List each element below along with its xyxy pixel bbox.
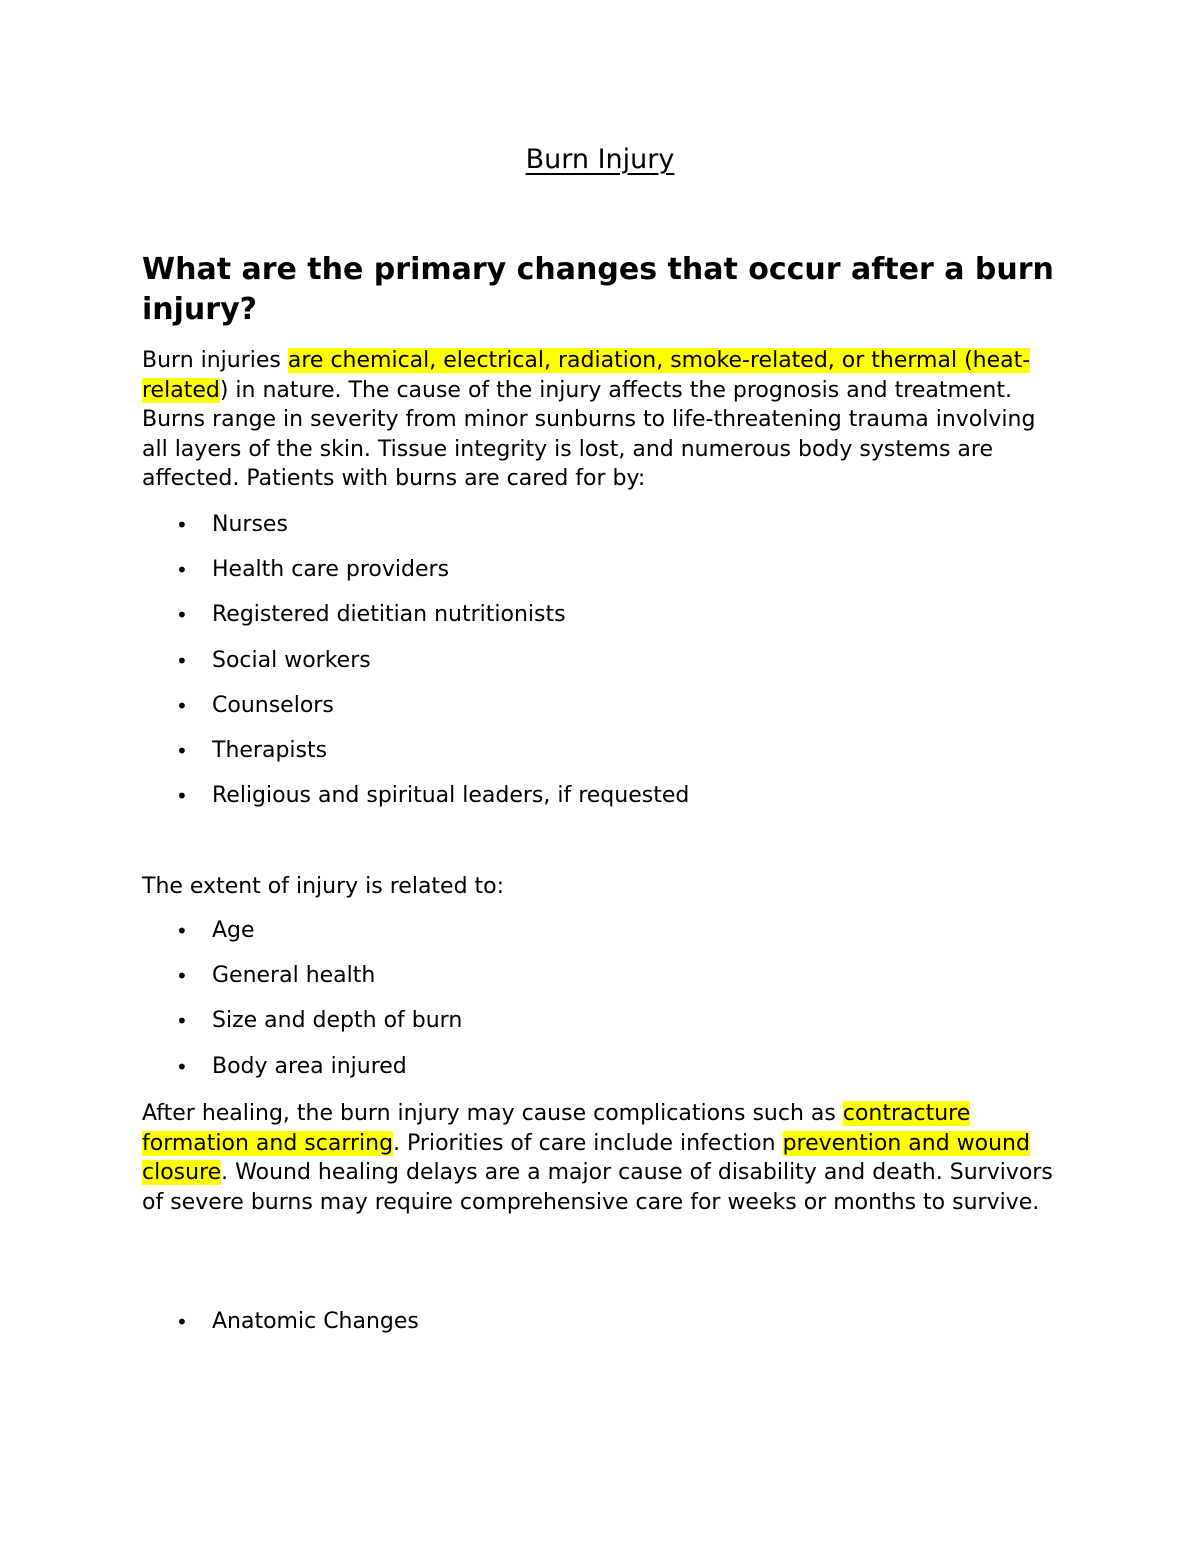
complications-highlight-2: prevention and wound closure	[142, 1130, 1030, 1185]
bullet-icon: •	[176, 1310, 188, 1334]
bullet-icon: •	[176, 693, 188, 718]
list-item	[142, 1307, 419, 1352]
intro-paragraph	[142, 346, 1057, 494]
bullet-icon: •	[176, 964, 188, 989]
bullet-icon: •	[176, 648, 188, 673]
list-item	[142, 916, 462, 961]
complications-paragraph	[142, 1099, 1057, 1217]
list-item	[142, 1006, 462, 1051]
bullet-icon: •	[176, 513, 188, 537]
complications-text-2: . Priorities of care include infection	[393, 1130, 783, 1156]
bullet-icon: •	[176, 738, 188, 763]
intro-text-2: ) in nature. The cause of the injury affects the prognosis and treatment. Burns range in severity from minor sunburns to life-threatening trauma involving all layers of the skin. Tissue integrity is lost, and numerous body systems are affected. Patients with burns are cared for by:	[142, 377, 1036, 491]
list-item-text: General health	[212, 963, 376, 989]
list-item-text: Size and depth of burn	[212, 1008, 463, 1034]
list-item-text: Health care providers	[212, 557, 450, 583]
list-item	[142, 781, 689, 826]
list-item	[142, 510, 689, 555]
list-item	[142, 1052, 462, 1097]
list-item-text: Religious and spiritual leaders, if requested	[212, 783, 690, 809]
list-item-text: Social workers	[212, 647, 371, 673]
section-heading: What are the primary changes that occur after a burn injury?	[142, 252, 1054, 327]
list-item-text: Body area injured	[212, 1053, 407, 1079]
complications-highlight-1: contracture formation and scarring	[142, 1101, 971, 1156]
list-item-text: Counselors	[212, 692, 334, 718]
list-item-text: Therapists	[212, 737, 328, 763]
bullet-icon: •	[176, 558, 188, 583]
list-item	[142, 600, 689, 645]
complications-text-1: After healing, the burn injury may cause complications such as	[142, 1101, 843, 1126]
bullet-icon: •	[176, 1009, 188, 1034]
list-item-text: Age	[212, 918, 255, 943]
bullet-icon: •	[176, 603, 188, 628]
extent-paragraph: The extent of injury is related to:	[142, 874, 505, 899]
list-item-text: Registered dietitian nutritionists	[212, 602, 566, 628]
list-item-text: Anatomic Changes	[212, 1309, 419, 1334]
complications-text-3: . Wound healing delays are a major cause of disability and death. Survivors of severe burns may require comprehensive care for weeks or months to survive.	[142, 1160, 1053, 1215]
bullet-icon: •	[176, 784, 188, 809]
intro-highlight: are chemical, electrical, radiation, smoke-related, or thermal (heat-related	[142, 348, 1031, 403]
extent-factors-list	[142, 916, 462, 1097]
intro-text-1: Burn injuries	[142, 348, 288, 373]
caregivers-list	[142, 510, 689, 826]
bullet-icon: •	[176, 919, 188, 943]
document-title-text: Burn Injury	[525, 144, 675, 175]
list-item-text: Nurses	[212, 512, 288, 537]
document-title	[0, 142, 1200, 178]
list-item	[142, 555, 689, 600]
list-item	[142, 961, 462, 1006]
bullet-icon: •	[176, 1054, 188, 1079]
list-item	[142, 736, 689, 781]
subtopics-list	[142, 1307, 419, 1352]
list-item	[142, 691, 689, 736]
list-item	[142, 646, 689, 691]
